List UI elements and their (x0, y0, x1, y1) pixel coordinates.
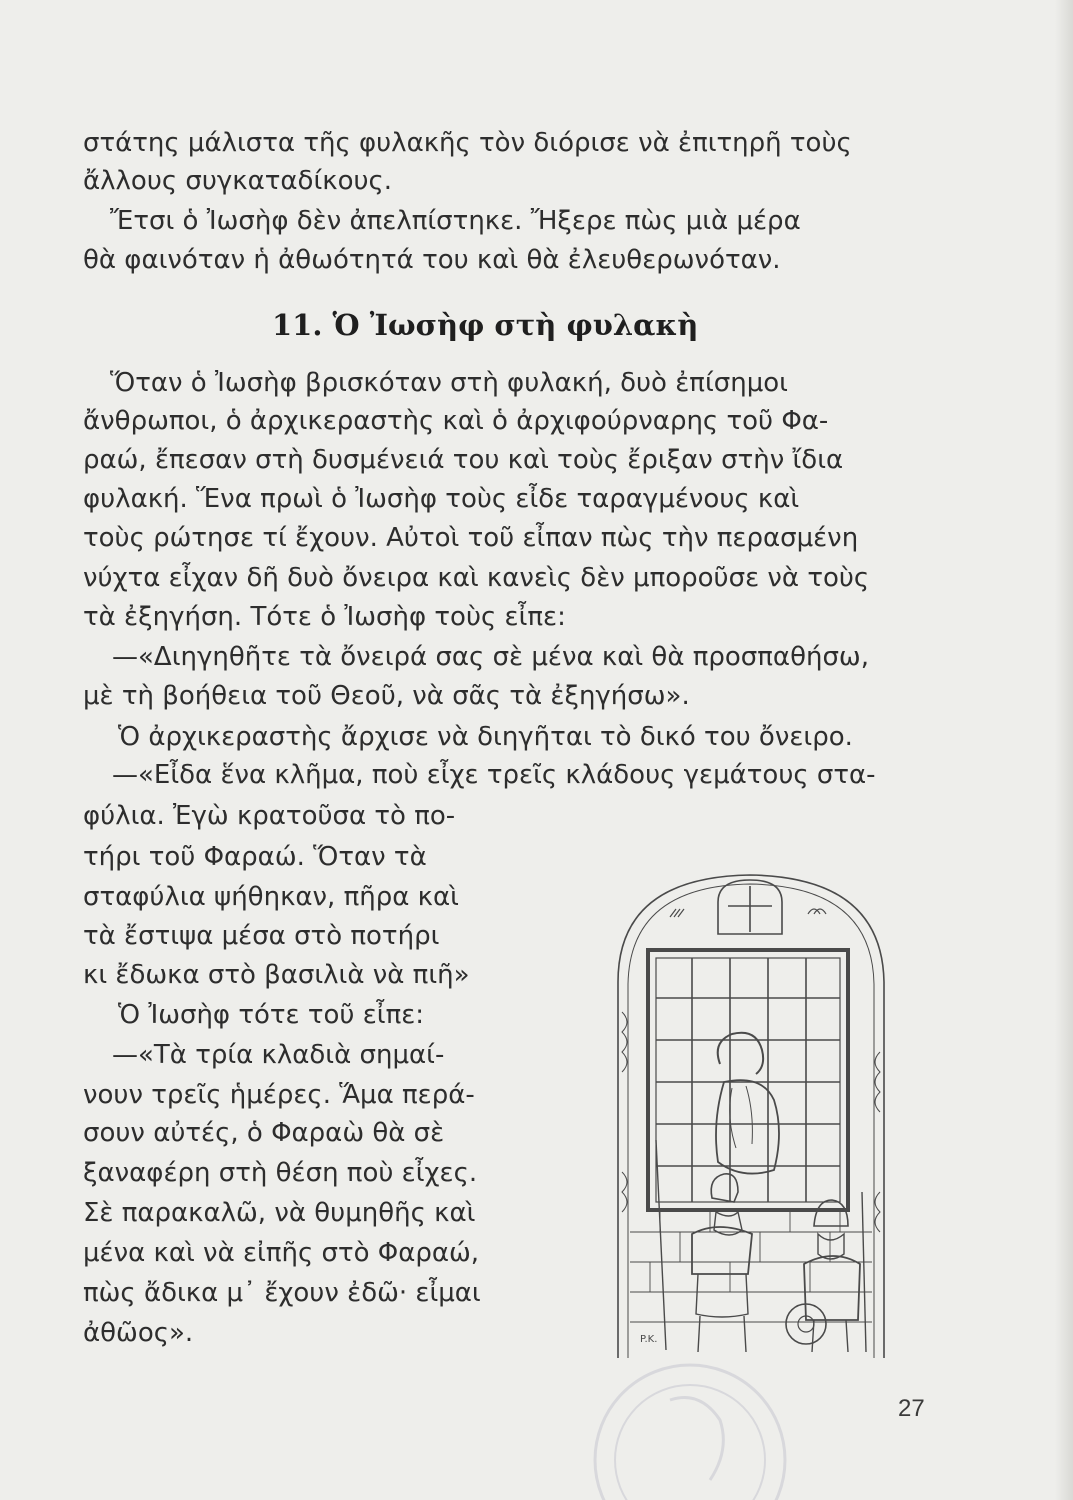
library-stamp-icon (590, 1340, 840, 1500)
text-line: σουν αὐτές, ὁ Φαραὼ θὰ σὲ (83, 1118, 445, 1148)
text-line: τήρι τοῦ Φαραώ. Ὅταν τὰ (83, 842, 427, 872)
text-line: Σὲ παρακαλῶ, νὰ θυμηθῆς καὶ (83, 1198, 476, 1228)
text-line: πὼς ἄδικα μ᾽ ἔχουν ἐδῶ· εἶμαι (83, 1278, 481, 1308)
text-line: νουν τρεῖς ἡμέρες. Ἅμα περά- (83, 1080, 475, 1110)
text-line: μένα καὶ νὰ εἰπῆς στὸ Φαραώ, (83, 1238, 480, 1268)
text-line: ἀθῶος». (83, 1318, 194, 1348)
text-line: Ὁ ἀρχικεραστὴς ἄρχισε νὰ διηγῆται τὸ δικό του ὄνειρο. (118, 722, 853, 752)
text-line: τοὺς ρώτησε τί ἔχουν. Αὐτοὶ τοῦ εἶπαν πὼς τὴν περασμένη (83, 523, 859, 553)
text-line: —«Διηγηθῆτε τὰ ὄνειρά σας σὲ μένα καὶ θὰ προσπαθήσω, (112, 642, 869, 672)
text-line: θὰ φαινόταν ἡ ἀθωότητά του καὶ θὰ ἐλευθερωνόταν. (83, 245, 781, 275)
text-line: ραώ, ἔπεσαν στὴ δυσμένειά του καὶ τοὺς ἔριξαν στὴν ἴδια (83, 445, 844, 475)
text-line: —«Τὰ τρία κλαδιὰ σημαί- (112, 1040, 445, 1070)
text-line: Ἔτσι ὁ Ἰωσὴφ δὲν ἀπελπίστηκε. Ἤξερε πὼς μιὰ μέρα (110, 206, 801, 236)
text-line: Ὅταν ὁ Ἰωσὴφ βρισκόταν στὴ φυλακή, δυὸ ἐπίσημοι (110, 368, 788, 398)
page-number: 27 (898, 1395, 925, 1422)
text-line: τὰ ἐξηγήση. Τότε ὁ Ἰωσὴφ τοὺς εἶπε: (83, 602, 566, 632)
text-line: νύχτα εἶχαν δῆ δυὸ ὄνειρα καὶ κανεὶς δὲν μποροῦσε νὰ τοὺς (83, 563, 870, 593)
text-line: στάτης μάλιστα τῆς φυλακῆς τὸν διόρισε νὰ ἐπιτηρῆ τοὺς (83, 128, 852, 158)
text-line: μὲ τὴ βοήθεια τοῦ Θεοῦ, νὰ σᾶς τὰ ἐξηγήσω». (83, 681, 690, 711)
text-line: ξαναφέρη στὴ θέση ποὺ εἶχες. (83, 1158, 478, 1188)
text-line: κι ἔδωκα στὸ βασιλιὰ νὰ πιῆ» (83, 960, 470, 990)
chapter-heading: 11. Ὁ Ἰωσὴφ στὴ φυλακὴ (272, 308, 699, 342)
text-line: φυλακή. Ἕνα πρωὶ ὁ Ἰωσὴφ τοὺς εἶδε ταραγμένους καὶ (83, 484, 800, 514)
text-line: Ὁ Ἰωσὴφ τότε τοῦ εἶπε: (118, 1000, 425, 1030)
text-line: ἄλλους συγκαταδίκους. (83, 166, 393, 196)
text-line: σταφύλια ψήθηκαν, πῆρα καὶ (83, 882, 459, 912)
text-line: φύλια. Ἐγὼ κρατοῦσα τὸ πο- (83, 801, 456, 831)
text-line: —«Εἶδα ἕνα κλῆμα, ποὺ εἶχε τρεῖς κλάδους γεμάτους στα- (112, 760, 876, 790)
page-edge (1055, 0, 1073, 1500)
text-line: ἄνθρωποι, ὁ ἀρχικεραστὴς καὶ ὁ ἀρχιφούρναρης τοῦ Φα- (83, 406, 829, 436)
text-line: τὰ ἔστιψα μέσα στὸ ποτήρι (83, 921, 440, 951)
prison-illustration (600, 872, 900, 1358)
illustration-signature: P.K. (640, 1334, 658, 1345)
